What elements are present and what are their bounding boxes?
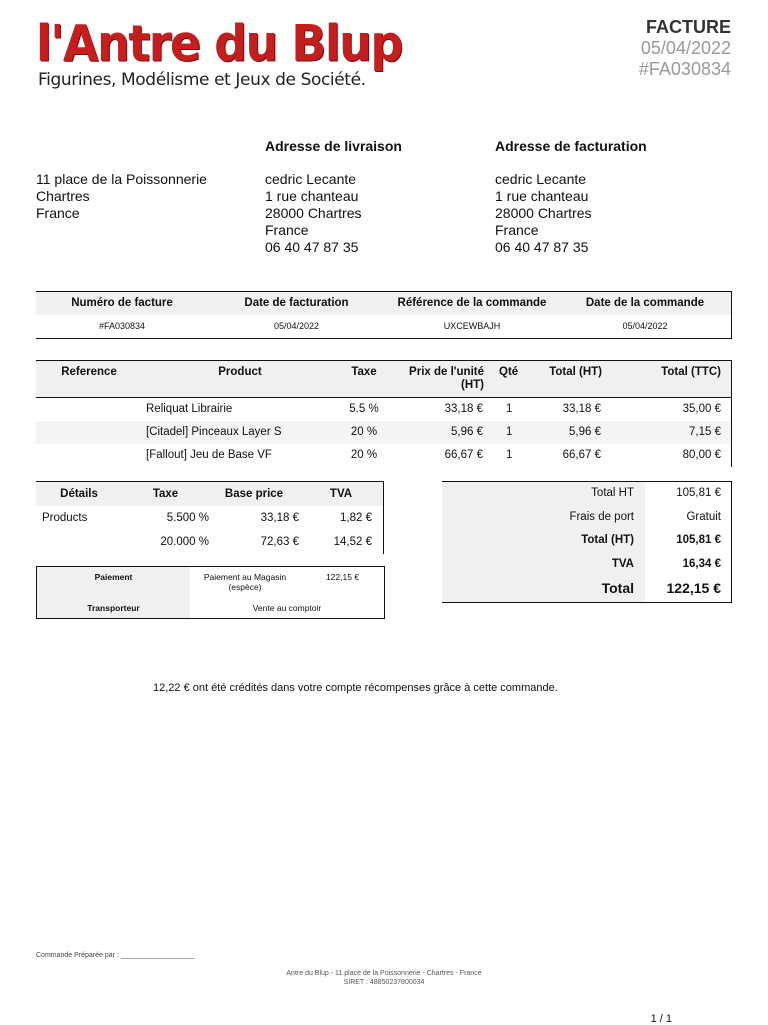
shipping-value: Gratuit (686, 511, 721, 523)
tax-detail-category: Products (42, 511, 88, 524)
billing-line: 1 rue chanteau (495, 188, 589, 204)
products-header: Taxe (338, 361, 390, 398)
page-number: 1 / 1 (650, 1013, 672, 1025)
product-qty: 1 (506, 403, 513, 416)
carrier-label: Transporteur (87, 603, 140, 613)
shop-address (36, 171, 207, 222)
tax-details-header: Taxe (122, 482, 209, 506)
payment-method: Paiement au Magasin (espèce) (203, 572, 287, 592)
table-row (36, 506, 384, 530)
delivery-line: 28000 Chartres (265, 205, 362, 221)
invoice-info-header: Numéro de facture (36, 292, 208, 315)
products-header: Total (TTC) (602, 361, 732, 398)
delivery-line: 06 40 47 87 35 (265, 239, 359, 255)
product-total-ttc: 7,15 € (602, 421, 732, 444)
product-reference (36, 421, 142, 444)
invoice-info-table (36, 291, 732, 339)
tax-details-header: Base price (209, 482, 299, 506)
payment-amount: 122,15 € (325, 572, 360, 582)
billing-heading: Adresse de facturation (495, 138, 647, 154)
billing-line: cedric Lecante (495, 171, 587, 187)
products-header: Reference (36, 361, 142, 398)
product-qty: 1 (506, 426, 513, 438)
billing-address (495, 138, 647, 256)
shop-address-line: France (36, 205, 80, 221)
invoice-info-value: 05/04/2022 (559, 315, 732, 339)
tax-detail-rate: 20.000 % (160, 535, 209, 548)
invoice-header (639, 16, 731, 80)
invoice-info-header: Référence de la commande (385, 292, 559, 315)
product-name: Reliquat Librairie (146, 403, 233, 416)
billing-line: 06 40 47 87 35 (495, 239, 589, 255)
tax-details-table (36, 481, 384, 554)
products-header: Qté (484, 361, 529, 398)
product-tax: 20 % (350, 449, 378, 461)
tax-details-header: TVA (299, 482, 384, 506)
tax-detail-vat: 1,82 € (299, 506, 384, 530)
shop-address-line: 11 place de la Poissonnerie (36, 171, 207, 187)
products-header: Total (HT) (529, 361, 602, 398)
product-name: [Citadel] Pinceaux Layer S (146, 426, 282, 438)
vat-value: 16,34 € (682, 558, 721, 570)
grand-total-value: 122,15 € (666, 580, 721, 596)
product-reference (36, 444, 142, 467)
invoice-info-header: Date de la commande (559, 292, 732, 315)
carrier-value: Vente au comptoir (252, 603, 322, 613)
tax-detail-vat: 14,52 € (299, 530, 384, 554)
delivery-address (265, 138, 402, 256)
product-unit-price: 33,18 € (444, 403, 483, 416)
product-unit-price: 66,67 € (444, 449, 483, 461)
table-row (36, 444, 732, 467)
logo-tagline: Figurines, Modélisme et Jeux de Société. (38, 70, 366, 90)
invoice-date: 05/04/2022 (640, 38, 731, 58)
table-row (36, 398, 732, 421)
product-qty: 1 (506, 449, 513, 461)
product-unit-price: 5,96 € (451, 426, 483, 438)
invoice-info-value: 05/04/2022 (208, 315, 385, 339)
tax-details-header: Détails (36, 482, 122, 506)
prepared-by: Commande Préparée par : ___________________ (36, 952, 195, 959)
tax-detail-base: 33,18 € (260, 511, 299, 524)
product-total-ht: 33,18 € (562, 403, 601, 416)
invoice-number: #FA030834 (638, 59, 731, 79)
tax-detail-rate: 5.500 % (166, 511, 209, 524)
product-tax: 5.5 % (349, 403, 379, 416)
table-row (36, 421, 732, 444)
tax-detail-base: 72,63 € (260, 535, 299, 548)
total-ht-value: 105,81 € (676, 487, 721, 499)
shop-logo (36, 12, 402, 90)
totals-box (442, 481, 732, 603)
shop-address-line: Chartres (36, 188, 90, 204)
tax-detail-category (36, 530, 122, 554)
delivery-line: 1 rue chanteau (265, 188, 359, 204)
product-total-ht: 5,96 € (569, 426, 601, 438)
invoice-info-value: #FA030834 (36, 315, 208, 339)
billing-line: 28000 Chartres (495, 205, 592, 221)
total-ht2-value: 105,81 € (676, 534, 721, 546)
loyalty-message: 12,22 € ont été crédités dans votre compte récompenses grâce à cette commande. (153, 682, 558, 694)
shipping-label: Frais de port (569, 511, 634, 523)
product-tax: 20 % (350, 426, 378, 438)
logo-title: l'Antre du Blup (36, 14, 402, 73)
delivery-heading: Adresse de livraison (265, 138, 402, 154)
table-row (36, 530, 384, 554)
product-reference (36, 398, 142, 421)
total-ht2-label: Total (HT) (581, 534, 634, 546)
payment-label: Paiement (94, 572, 133, 582)
product-total-ttc: 80,00 € (602, 444, 732, 467)
products-header: Product (142, 361, 338, 398)
products-header: Prix de l'unité (HT) (390, 361, 484, 398)
footer-address: Antre du Blup - 11 place de la Poissonnerie - Chartres - France (286, 970, 482, 977)
product-total-ht: 66,67 € (562, 449, 601, 461)
delivery-line: cedric Lecante (265, 171, 357, 187)
billing-line: France (495, 222, 539, 238)
footer (0, 969, 768, 987)
footer-siret: SIRET : 48850237800034 (343, 979, 425, 986)
delivery-line: France (265, 222, 309, 238)
invoice-info-header: Date de facturation (208, 292, 385, 315)
total-ht-label: Total HT (591, 487, 634, 499)
product-name: [Fallout] Jeu de Base VF (146, 449, 272, 461)
payment-box (36, 566, 385, 619)
doc-type: FACTURE (646, 17, 731, 37)
products-table (36, 360, 732, 467)
product-total-ttc: 35,00 € (602, 398, 732, 421)
grand-total-label: Total (601, 580, 634, 596)
vat-label: TVA (611, 558, 634, 570)
invoice-info-value: UXCEWBAJH (385, 315, 559, 339)
